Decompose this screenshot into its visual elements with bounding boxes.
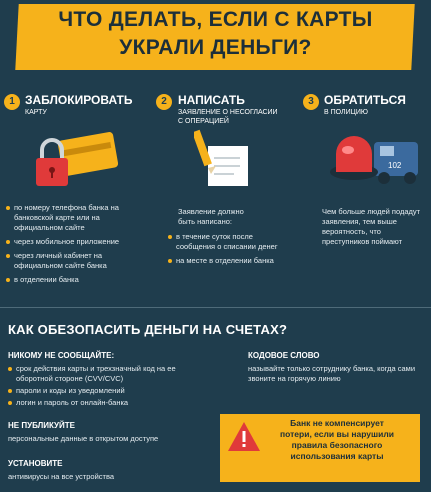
step-1-bullets: [6, 203, 146, 289]
header: [0, 0, 431, 78]
warning-line-3: правила безопасного: [291, 440, 383, 450]
title-line-2: УКРАЛИ ДЕНЬГИ?: [119, 36, 312, 59]
locked-card-icon: [30, 128, 120, 196]
warning-text: [262, 418, 412, 462]
warning-icon: [226, 420, 262, 454]
police-car-icon: [328, 128, 420, 194]
step-2-number: 2: [156, 94, 172, 110]
step-3-title: ОБРАТИТЬСЯ: [324, 93, 406, 107]
document-pencil-icon: [194, 128, 254, 190]
step-3-subtitle: В ПОЛИЦИЮ: [324, 109, 368, 116]
list-item: пароли и коды из уведомлений: [8, 386, 208, 396]
no-tell-heading: НИКОМУ НЕ СООБЩАЙТЕ:: [8, 351, 115, 360]
code-word-text: называйте только сотруднику банка, когда сами звоните на горячую линию: [248, 364, 416, 383]
list-item: в отделении банка: [6, 275, 146, 285]
warning-line-2: потери, если вы нарушили: [280, 429, 394, 439]
section-title: КАК ОБЕЗОПАСИТЬ ДЕНЬГИ НА СЧЕТАХ?: [8, 322, 288, 337]
title-line-1: ЧТО ДЕЛАТЬ, ЕСЛИ С КАРТЫ: [58, 8, 373, 31]
code-word-heading: КОДОВОЕ СЛОВО: [248, 351, 320, 360]
step-1-number: 1: [4, 94, 20, 110]
install-heading: УСТАНОВИТЕ: [8, 459, 63, 468]
list-item: логин и пароль от онлайн-банка: [8, 398, 208, 408]
step-2-bullets: [168, 232, 286, 270]
warning-line-4: использования карты: [290, 451, 384, 461]
no-publish-text: персональные данные в открытом доступе: [8, 434, 159, 443]
step-1-subtitle: КАРТУ: [25, 109, 47, 116]
step-2-intro: Заявление должно быть написано:: [178, 207, 244, 226]
list-item: через мобильное приложение: [6, 237, 146, 247]
no-publish-heading: НЕ ПУБЛИКУЙТЕ: [8, 421, 76, 430]
install-text: антивирусы на все устройства: [8, 472, 115, 481]
list-item: по номеру телефона банка на банковской карте или на официальном сайте: [6, 203, 146, 233]
police-number: 102: [388, 161, 402, 170]
step-3-number: 3: [303, 94, 319, 110]
list-item: на месте в отделении банка: [168, 256, 286, 266]
warning-line-1: Банк не компенсирует: [290, 418, 384, 428]
section-divider: [0, 307, 431, 308]
step-2-title: НАПИСАТЬ: [178, 93, 245, 107]
list-item: срок действия карты и трехзначный код на ее оборотной стороне (CVV/CVC): [8, 364, 208, 384]
page-title: [0, 6, 431, 62]
no-tell-bullets: [8, 364, 208, 410]
step-3-text: Чем больше людей подадут заявления, тем выше вероятность, что преступников поймают: [322, 207, 421, 246]
list-item: через личный кабинет на официальном сайте банка: [6, 251, 146, 271]
list-item: в течение суток после сообщения о списании денег: [168, 232, 286, 252]
step-1-title: ЗАБЛОКИРОВАТЬ: [25, 93, 133, 107]
step-2-subtitle: ЗАЯВЛЕНИЕ О НЕСОГЛАСИИ С ОПЕРАЦИЕЙ: [178, 109, 278, 125]
